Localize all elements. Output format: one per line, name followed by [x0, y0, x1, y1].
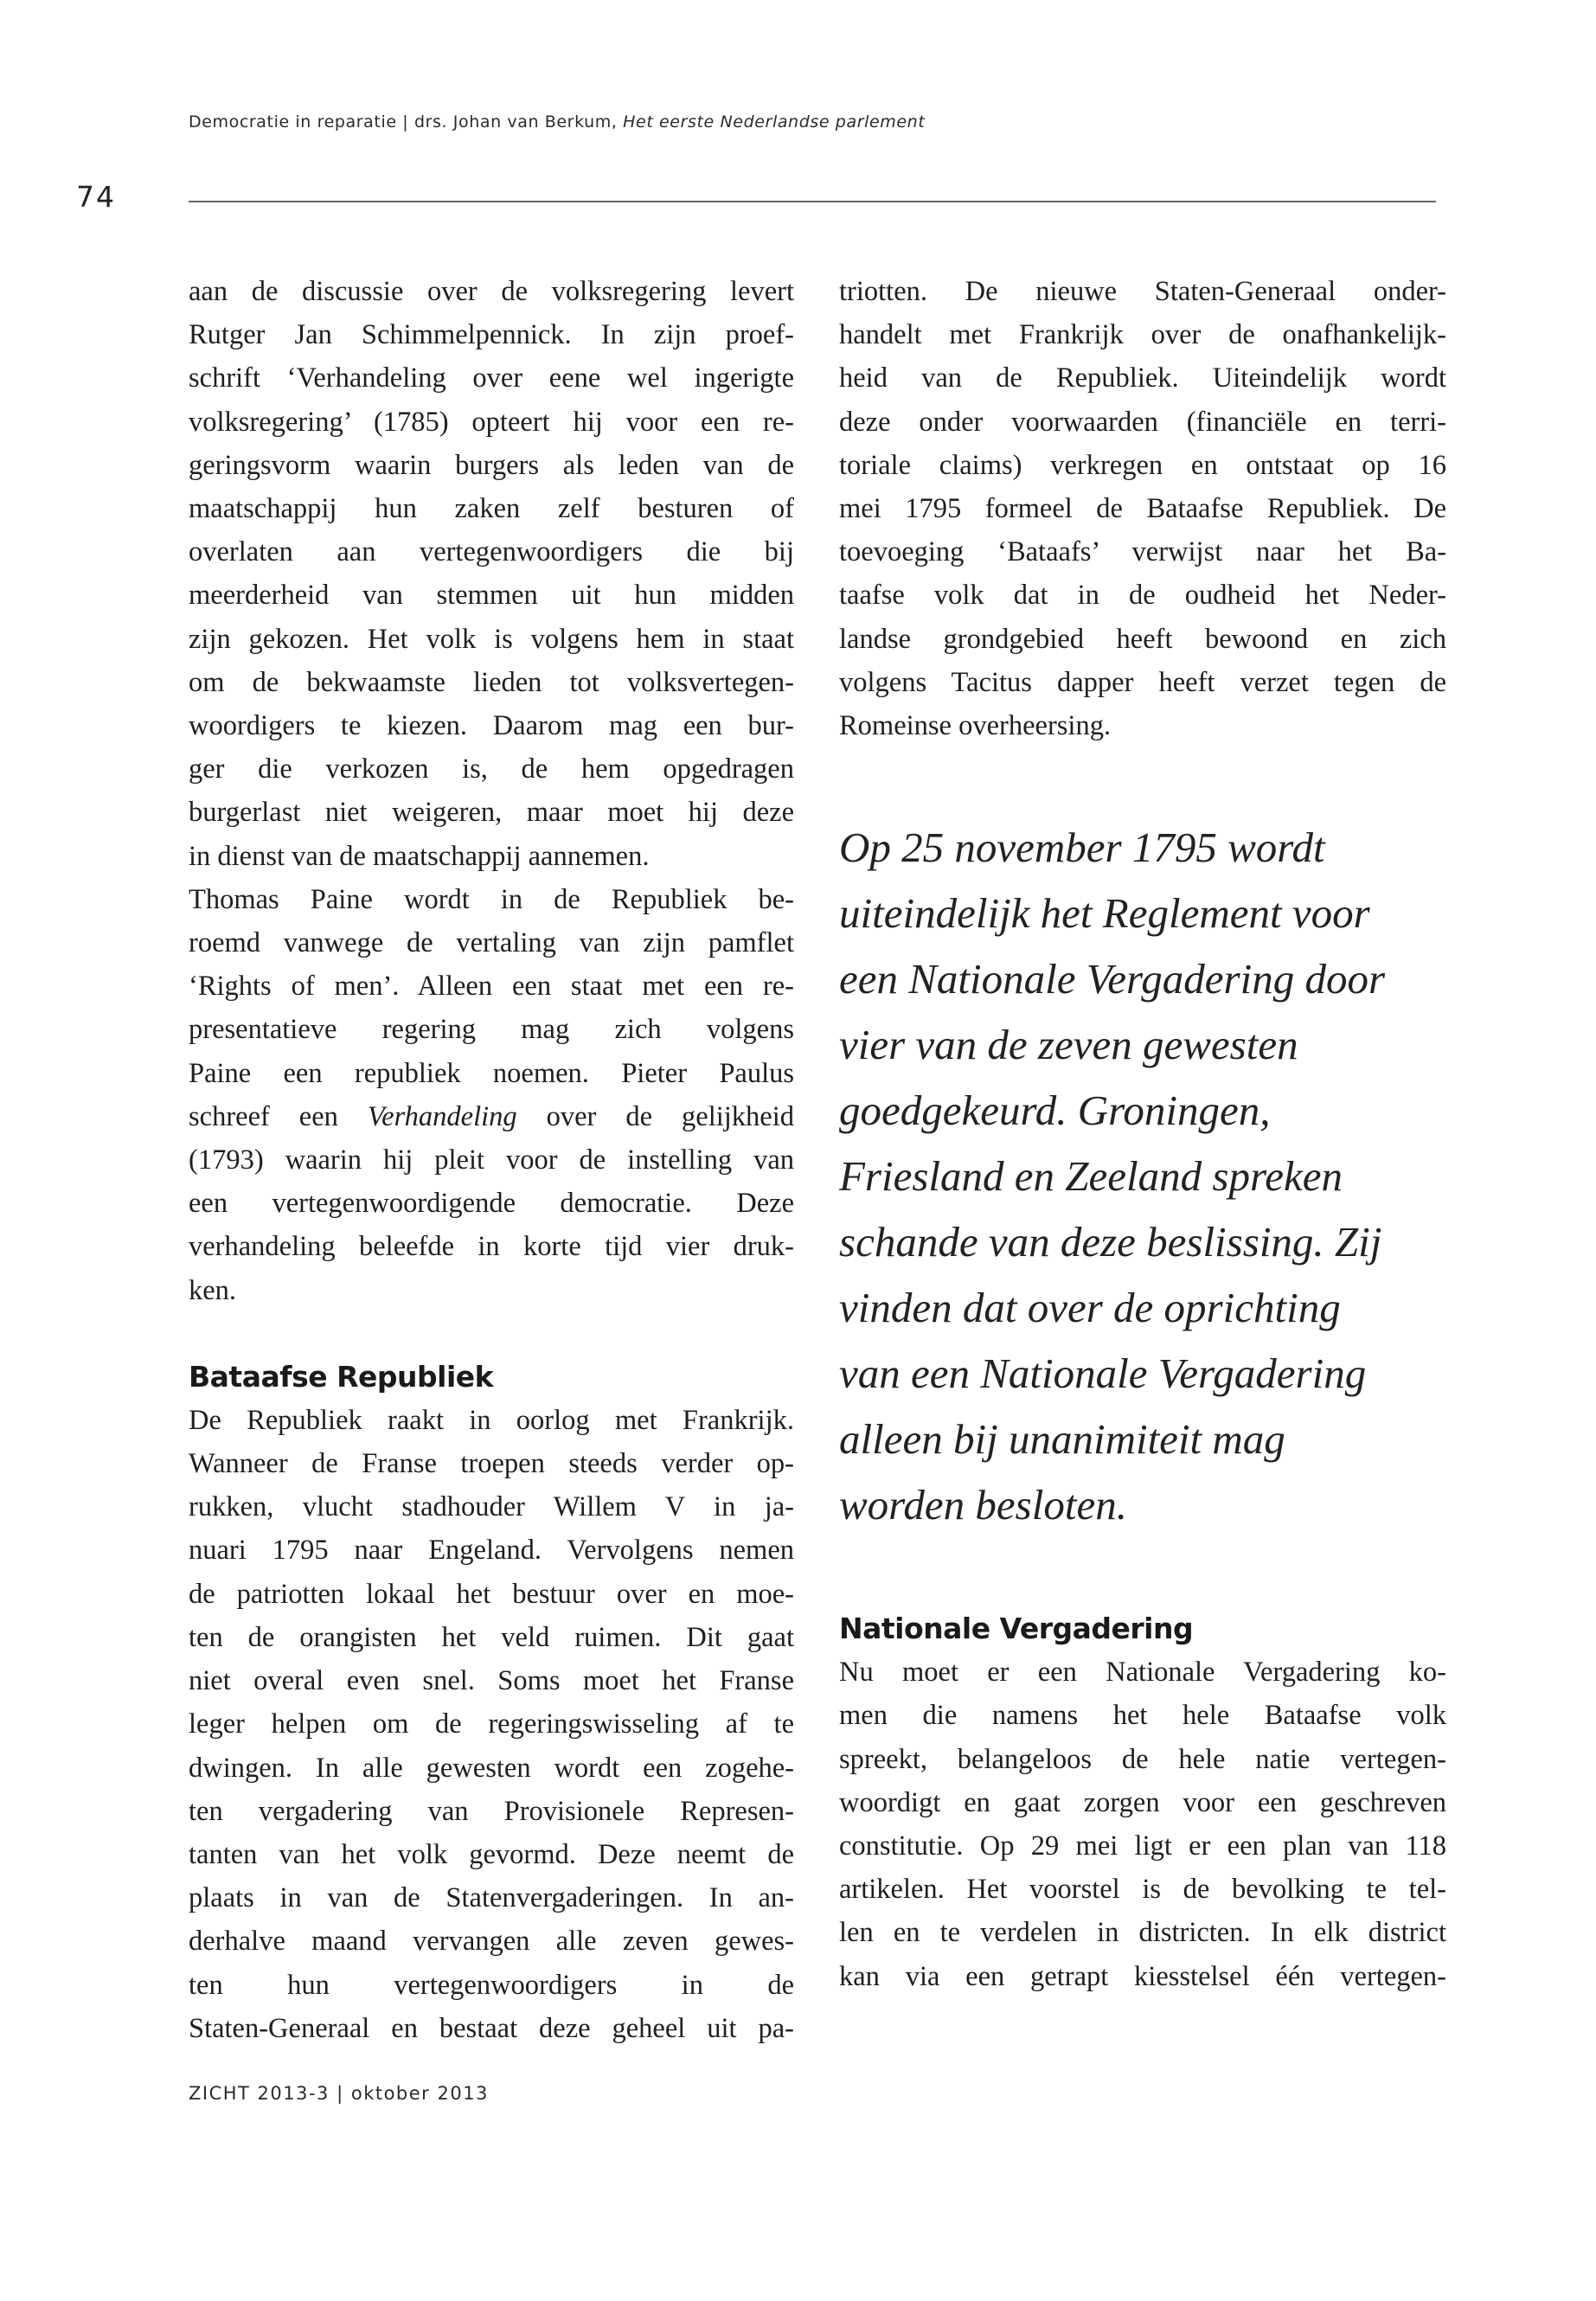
text-line: overlaten aan vertegenwoordigers die bij	[189, 536, 794, 568]
pull-quote	[839, 815, 1446, 1538]
text-line	[189, 1095, 794, 1138]
text-line: heid van de Republiek. Uiteindelijk wordt	[839, 362, 1446, 394]
text-line: om de bekwaamste lieden tot volksvertegen-	[189, 666, 794, 698]
running-head-article-title: Het eerste Nederlandse parlement	[623, 112, 926, 131]
text-line: taafse volk dat in de oudheid het Neder-	[839, 580, 1446, 612]
text-line: men die namens het hele Bataafse volk	[839, 1700, 1446, 1732]
section-heading-nationale-vergadering: Nationale Vergadering	[839, 1612, 1194, 1646]
text-line: artikelen. Het voorstel is de bevolking te tel-	[839, 1874, 1446, 1906]
quote-line: worden besloten.	[839, 1481, 1127, 1529]
section-heading-bataafse-republiek: Bataafse Republiek	[189, 1359, 494, 1394]
running-head-separator: |	[402, 112, 409, 131]
text-line: handelt met Frankrijk over de onafhankelijk-	[839, 319, 1446, 351]
running-head-section: Democratie in reparatie	[189, 112, 397, 131]
text-line: deze onder voorwaarden (financiële en terri-	[839, 406, 1446, 438]
text-line: spreekt, belangeloos de hele natie vertegen-	[839, 1743, 1446, 1775]
text-line: toevoeging ‘Bataafs’ verwijst naar het Ba-	[839, 536, 1446, 568]
text-line: roemd vanwege de vertaling van zijn pamflet	[189, 927, 794, 959]
text-line: schrift ‘Verhandeling over eene wel ingerigte	[189, 362, 794, 394]
text-line: leger helpen om de regeringswisseling af te	[189, 1708, 794, 1740]
quote-line: goedgekeurd. Groningen,	[839, 1086, 1271, 1135]
text-line: de patriotten lokaal het bestuur over en moe-	[189, 1578, 794, 1610]
text-line: (1793) waarin hij pleit voor de instelling van	[189, 1144, 794, 1176]
text-line: volksregering’ (1785) opteert hij voor een re-	[189, 406, 794, 438]
quote-line: schande van deze beslissing. Zij	[839, 1218, 1382, 1266]
text-line: niet overal even snel. Soms moet het Franse	[189, 1665, 794, 1697]
text-line: Wanneer de Franse troepen steeds verder op-	[189, 1448, 794, 1480]
text-run: schreef een	[189, 1100, 368, 1132]
paragraph	[839, 270, 1446, 747]
text-line: ten vergadering van Provisionele Represen-	[189, 1795, 794, 1827]
quote-line: een Nationale Vergadering door	[839, 955, 1386, 1003]
text-line: tanten van het volk gevormd. Deze neemt de	[189, 1838, 794, 1870]
text-line: ten de orangisten het veld ruimen. Dit gaat	[189, 1621, 794, 1653]
quote-line: van een Nationale Vergadering	[839, 1349, 1367, 1398]
right-column	[839, 270, 1446, 1998]
text-line: Romeinse overheersing.	[839, 710, 1112, 742]
text-run: over de gelijkheid	[516, 1100, 794, 1132]
text-line: geringsvorm waarin burgers als leden van de	[189, 449, 794, 481]
text-line: plaats in van de Statenvergaderingen. In an-	[189, 1882, 794, 1914]
running-head	[189, 112, 925, 131]
italic-title: Verhandeling	[367, 1100, 517, 1132]
text-line: volgens Tacitus dapper heeft verzet tegen de	[839, 666, 1446, 698]
footer-issue-info: ZICHT 2013-3 | oktober 2013	[189, 2083, 489, 2104]
paragraph	[189, 878, 794, 1312]
quote-line: uiteindelijk het Reglement voor	[839, 889, 1370, 938]
quote-line: vinden dat over de oprichting	[839, 1284, 1341, 1332]
text-line: kan via een getrapt kiesstelsel één vertegen-	[839, 1960, 1446, 1992]
running-head-author: drs. Johan van Berkum,	[413, 112, 618, 131]
text-line: verhandeling beleefde in korte tijd vier druk-	[189, 1231, 794, 1263]
text-line: Staten-Generaal en bestaat deze geheel uit pa-	[189, 2012, 794, 2044]
header-rule	[189, 201, 1436, 202]
spacer	[189, 1312, 794, 1356]
quote-line: alleen bij unanimiteit mag	[839, 1415, 1285, 1464]
quote-line: Friesland en Zeeland spreken	[839, 1152, 1343, 1201]
page-number: 74	[76, 180, 116, 214]
spacer	[839, 747, 1446, 815]
text-line: burgerlast niet weigeren, maar moet hij deze	[189, 797, 794, 829]
quote-line: vier van de zeven gewesten	[839, 1021, 1298, 1069]
text-line: Nu moet er een Nationale Vergadering ko-	[839, 1657, 1446, 1689]
left-column	[189, 270, 794, 2050]
text-line: dwingen. In alle gewesten wordt een zogehe-	[189, 1752, 794, 1784]
text-line: triotten. De nieuwe Staten-Generaal onder-	[839, 276, 1446, 307]
text-line: maatschappij hun zaken zelf besturen of	[189, 493, 794, 525]
text-line: derhalve maand vervangen alle zeven gewes-	[189, 1926, 794, 1958]
text-line: meerderheid van stemmen uit hun midden	[189, 580, 794, 612]
text-line: in dienst van de maatschappij aannemen.	[189, 840, 650, 872]
text-line: zijn gekozen. Het volk is volgens hem in staat	[189, 623, 794, 655]
spacer	[839, 1538, 1446, 1607]
text-line: ten hun vertegenwoordigers in de	[189, 1969, 794, 2001]
text-line: toriale claims) verkregen en ontstaat op 16	[839, 449, 1446, 481]
text-line: mei 1795 formeel de Bataafse Republiek. De	[839, 493, 1446, 525]
text-line: woordigt en gaat zorgen voor een geschreven	[839, 1786, 1446, 1818]
text-line: len en te verdelen in districten. In elk district	[839, 1917, 1446, 1949]
text-line: landse grondgebied heeft bewoond en zich	[839, 623, 1446, 655]
quote-line: Op 25 november 1795 wordt	[839, 824, 1325, 872]
paragraph	[839, 1650, 1446, 1998]
text-line: De Republiek raakt in oorlog met Frankrijk.	[189, 1404, 794, 1436]
text-line: Paine een republiek noemen. Pieter Paulus	[189, 1057, 794, 1089]
text-line: nuari 1795 naar Engeland. Vervolgens nemen	[189, 1535, 794, 1567]
text-line: constitutie. Op 29 mei ligt er een plan van 118	[839, 1830, 1446, 1862]
paragraph	[189, 1399, 794, 2050]
text-line: een vertegenwoordigende democratie. Deze	[189, 1188, 794, 1220]
text-line: ger die verkozen is, de hem opgedragen	[189, 753, 794, 785]
text-line: woordigers te kiezen. Daarom mag een bur-	[189, 710, 794, 742]
text-line: presentatieve regering mag zich volgens	[189, 1014, 794, 1046]
text-line: ken.	[189, 1274, 237, 1306]
text-line: aan de discussie over de volksregering levert	[189, 276, 794, 307]
text-line: Thomas Paine wordt in de Republiek be-	[189, 883, 794, 915]
paragraph	[189, 270, 794, 878]
text-line: ‘Rights of men’. Alleen een staat met een re-	[189, 971, 794, 1003]
text-line: Rutger Jan Schimmelpennick. In zijn proef-	[189, 319, 794, 351]
text-line: rukken, vlucht stadhouder Willem V in ja-	[189, 1491, 794, 1523]
